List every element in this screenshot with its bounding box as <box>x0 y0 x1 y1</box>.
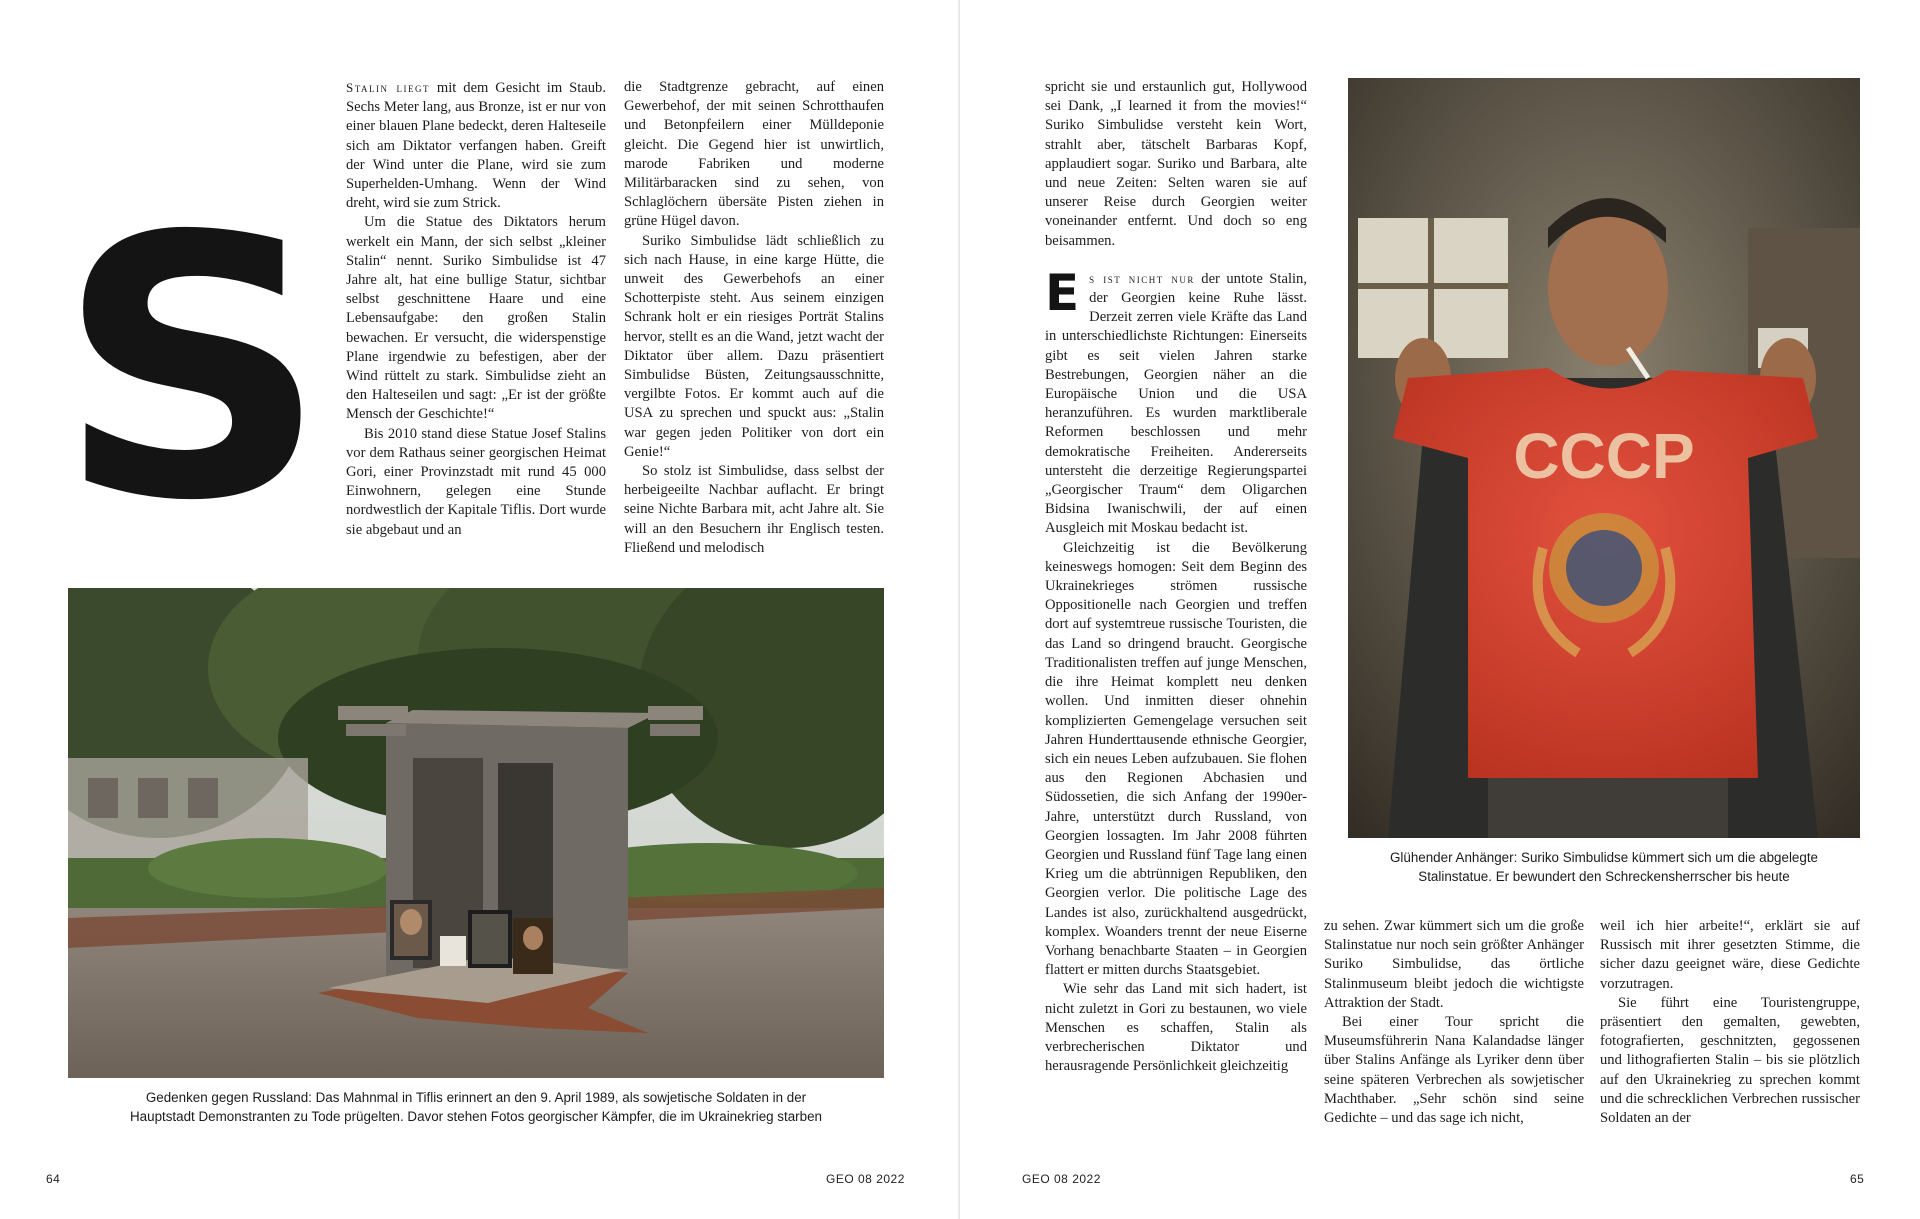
magazine-issue: GEO 08 2022 <box>826 1172 905 1186</box>
article-column-3 <box>1600 917 1860 1132</box>
caption-line: Gedenken gegen Russland: Das Mahnmal in Tiflis erinnert an den 9. April 1989, als sowjetische Soldaten in der <box>145 1090 807 1105</box>
page-number: 64 <box>46 1172 61 1186</box>
paragraph: Bis 2010 stand diese Statue Josef Stalins vor dem Rathaus seiner georgischen Heimat Gori, einer Provinzstadt mit rund 45 000 Einwohnern, gelegen eine Stunde nordwestlich der Kapitale Tiflis. Dort wurde sie abgebaut und an <box>346 425 606 538</box>
caption-line: Glühender Anhänger: Suriko Simbulidse kümmert sich um die abgelegte <box>1390 850 1818 865</box>
paragraph <box>346 78 606 213</box>
memorial-photo <box>68 588 884 1078</box>
paragraph: Gleichzeitig ist die Bevölkerung keineswegs homogen: Seit dem Beginn des Ukrainekrieges strömen russische Oppositionelle nach Georgien und treffen dort auf systemtreue russische Touristen, die das Land so dringend braucht. Georgische Traditionalisten treffen auf junge Menschen, die ihre Heimat komplett neu denken wollen. Und inmitten dieser ohnehin komplizierten Gemengelage versuchen seit Jahren Hunderttausende ethnische Georgier, sich ein neues Leben aufzubauen. Sie flohen aus den Regionen Abchasien und Südossetien, die sich Anfang der 1990er-Jahre, unterstützt durch Russland, von Georgien lossagten. Im Jahr 2008 führten Georgien und Russland fünf Tage lang einen Krieg um die abtrünnigen Republiken, den Georgien verlor. Die politische Lage des Landes ist also, zurückhaltend ausgedrückt, komplex. Woanders trennt der neue Eiserne Vorhang benachbarte Staaten – in Georgien flattert er mitten durchs Staatsgebiet. <box>1045 539 1307 979</box>
paragraph: die Stadtgrenze gebracht, auf einen Gewerbehof, der mit seinen Schrotthaufen und Betonpfeilern einer Mülldeponie gleicht. Die Gegend hier ist unwirtlich, marode Fabriken und moderne Militärbaracken sind zu sehen, von Schlaglöchern übersäte Pisten ziehen in grüne Hügel davon. <box>624 79 884 230</box>
photo-caption <box>68 1088 884 1126</box>
paragraph-text: der untote Stalin, der Georgien keine Ruhe lässt. Derzeit zerren viele Kräfte das Land in unterschiedlichste Richtungen: Einerseits gibt es seit vielen Jahren starke Bestrebungen, Georgien näher an die Europäische Union und die USA heranzuführen. Es wurden marktliberale Reformen beschlossen und mehr demokratische Freiheiten. Andererseits untersteht die derzeitige Regierungspartei „Georgischer Traum“ dem Oligarchen Bidsina Iwanischwili, der auf einen Ausgleich mit Moskau bedacht ist. <box>1045 270 1307 537</box>
article-column-2 <box>1324 917 1584 1132</box>
drop-cap-s: S <box>56 160 329 579</box>
page-number: 65 <box>1850 1172 1865 1186</box>
lead-in: Stalin liegt <box>346 80 430 95</box>
article-column-1 <box>346 78 606 556</box>
paragraph: Wie sehr das Land mit sich hadert, ist nicht zuletzt in Gori zu bestaunen, wo viele Menschen es schaffen, Stalin als verbrecherischen Diktator und herausragende Persönlichkeit gleichzeitig <box>1045 981 1307 1075</box>
paragraph: Um die Statue des Diktators herum werkelt ein Mann, der sich selbst „kleiner Stalin“ nennt. Suriko Simbulidse ist 47 Jahre alt, hat eine bullige Statur, sichtbar selbst geschnittene Haare und eine Lebensaufgabe: den großen Stalin bewachen. Er versucht, die widerspenstige Plane irgendwie zu befestigen, aber der Wind rüttelt zu stark. Simbulidse zieht an den Halteseilen und sagt: „Er ist der größte Mensch der Geschichte!“ <box>346 214 606 423</box>
article-column-2 <box>624 78 884 556</box>
paragraph: zu sehen. Zwar kümmert sich um die große Stalinstatue nur noch sein größter Anhänger Suriko Simbulidse, das örtliche Stalinmuseum bleibt jedoch die wichtigste Attraktion der Stadt. <box>1324 918 1584 1011</box>
portrait-photo <box>1348 78 1860 838</box>
paragraph: Sie führt eine Touristengruppe, präsentiert den gemalten, gewebten, fotografierten, geschnitzten, gegossenen und lithografierten Stalin – bis sie plötzlich auf den Ukrainekrieg zu sprechen kommt und die schrecklichen Verbrechen russischer Soldaten an der <box>1600 994 1860 1127</box>
article-column-1 <box>1045 78 1307 1132</box>
paragraph: So stolz ist Simbulidse, dass selbst der herbeigeeilte Nachbar auflacht. Er bringt seine Nichte Barbara mit, acht Jahre alt. Sie will an den Besuchern ihr Englisch testen. Fließend und melodisch <box>624 463 884 556</box>
drop-cap-e: E <box>1045 263 1080 322</box>
paragraph <box>1045 263 1307 539</box>
paragraph-text: mit dem Gesicht im Staub. Sechs Meter lang, aus Bronze, ist er nur von einer blauen Plane bedeckt, deren Halteseile sich am Diktator verfangen haben. Greift der Wind unter die Plane, wird sie zum Superhelden-Umhang. Wenn der Wind dreht, wird sie zum Strick. <box>346 80 606 212</box>
lead-in: s ist nicht nur <box>1089 270 1195 286</box>
caption-line: Stalinstatue. Er bewundert den Schreckensherrscher bis heute <box>1418 869 1790 884</box>
magazine-issue: GEO 08 2022 <box>1022 1172 1101 1186</box>
cccp-text: CCCP <box>1513 420 1695 492</box>
caption-line: Hauptstadt Demonstranten zu Tode prügelten. Davor stehen Fotos georgischer Kämpfer, die im Ukrainekrieg starben <box>130 1109 822 1124</box>
right-page <box>960 0 1920 1219</box>
paragraph: Bei einer Tour spricht die Museumsführerin Nana Kalandadse länger über Stalins Anfänge als Lyriker denn über seine späteren Verbrechen als sowjetischer Machthaber. „Sehr schön sind seine Gedichte – und das sage ich nicht, <box>1324 1014 1584 1127</box>
photo-caption <box>1348 848 1860 886</box>
paragraph: Suriko Simbulidse lädt schließlich zu sich nach Hause, in eine karge Hütte, die unweit des Gewerbehofs an einer Schotterpiste steht. Aus seinem einzigen Schrank holt er ein riesiges Porträt Stalins hervor, stellt es an die Wand, jetzt wacht der Diktator über allem. Dazu präsentiert Simbulidse Büsten, Zeitungsausschnitte, vergilbte Fotos. Er kommt auch auf die USA zu sprechen und spuckt aus: „Stalin war gegen jeden Politiker von dort ein Genie!“ <box>624 232 884 460</box>
paragraph: weil ich hier arbeite!“, erklärt sie auf Russisch mit ihrer gesetzten Stimme, die sicher dazu geeignet wäre, diese Gedichte vorzutragen. <box>1600 918 1860 992</box>
paragraph: spricht sie und erstaunlich gut, Hollywood sei Dank, „I learned it from the movies!“ Suriko Simbulidse versteht kein Wort, strahlt aber, tätschelt Barbaras Kopf, applaudiert sogar. Suriko und Barbara, alte und neue Zeiten: Selten waren sie auf unserer Reise durch Georgien weiter voneinander entfernt. Und doch so eng beisammen. <box>1045 79 1307 249</box>
